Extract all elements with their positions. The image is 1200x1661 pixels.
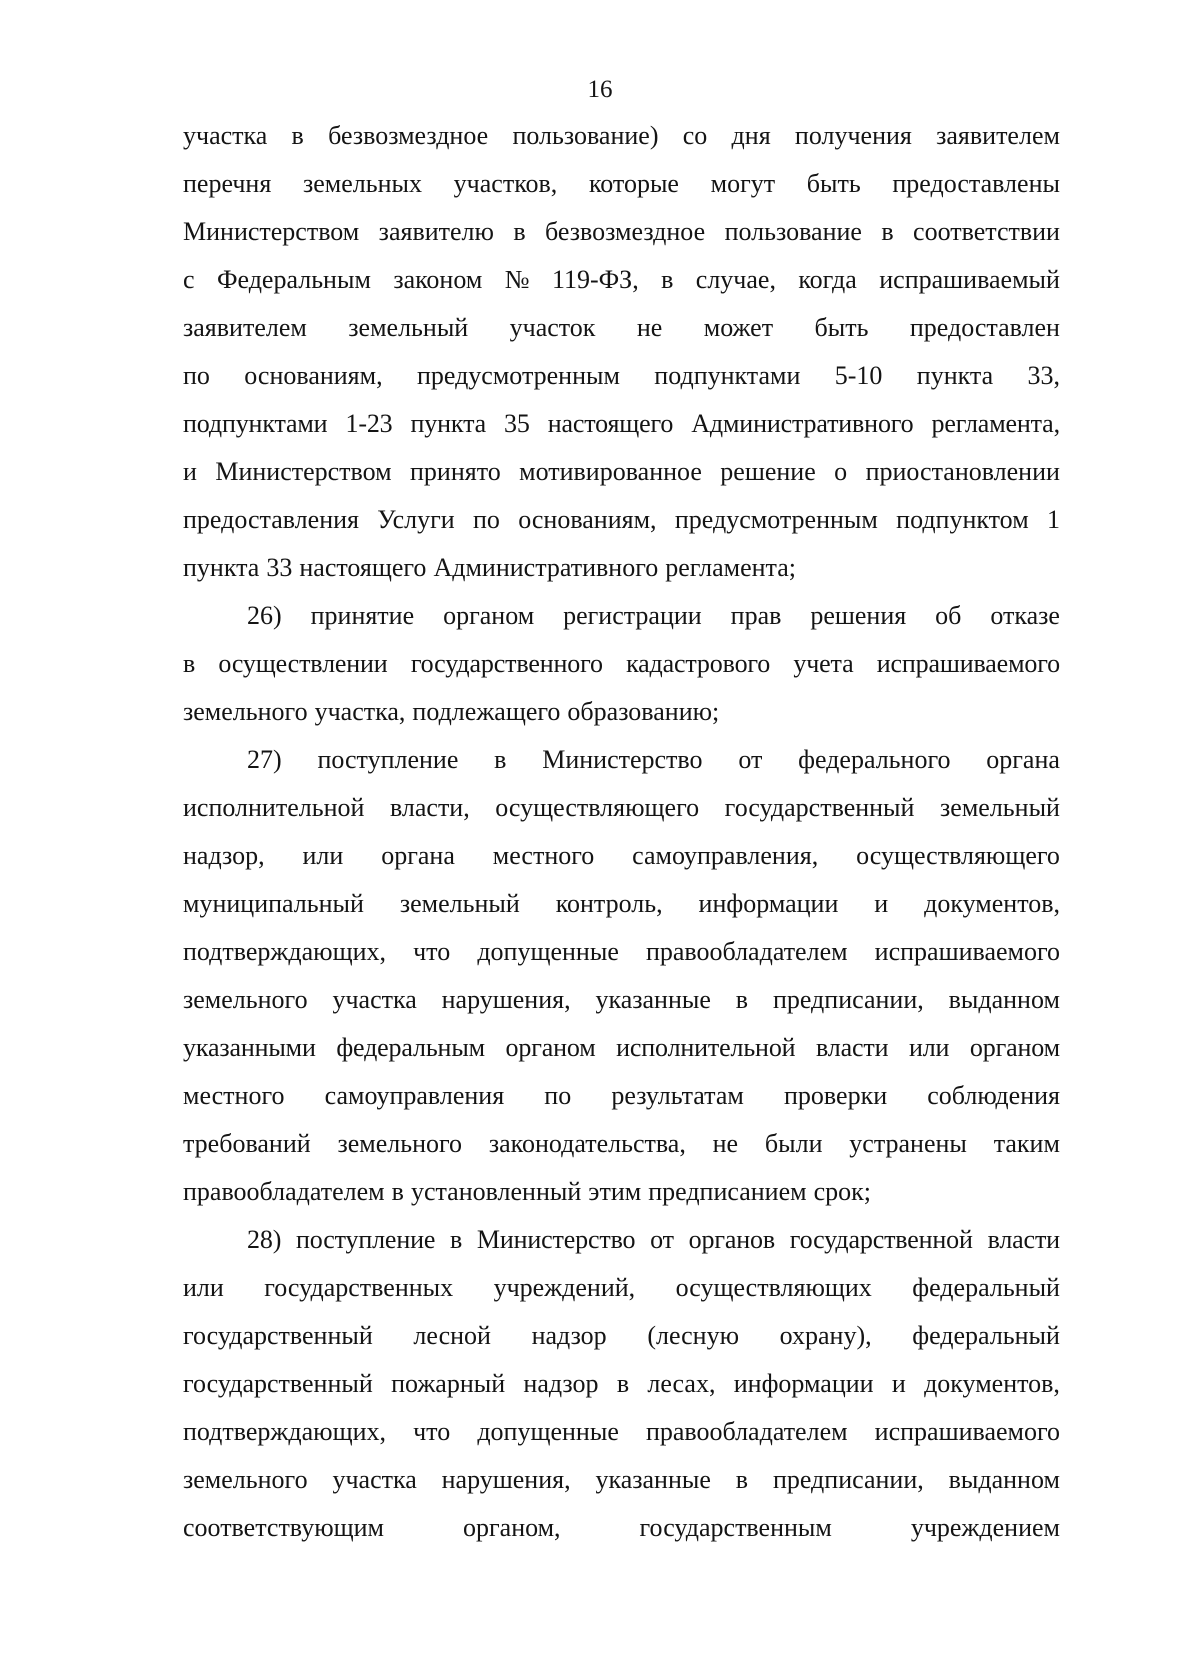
- word: 35: [504, 409, 530, 438]
- word: основаниям,: [518, 505, 657, 534]
- word: предусмотренным: [674, 505, 878, 534]
- word: участков,: [453, 169, 558, 198]
- text-line: [183, 356, 1060, 404]
- text-line: [183, 1364, 1060, 1412]
- word: что: [413, 937, 451, 966]
- word: государственный: [724, 793, 915, 822]
- word: основаниям,: [244, 361, 383, 390]
- word: земельного: [183, 697, 308, 726]
- word: приостановлении: [865, 457, 1060, 486]
- word: государственного: [410, 649, 603, 678]
- word: пункта: [183, 553, 260, 582]
- word: указанными: [183, 1033, 316, 1062]
- word: дня: [731, 121, 771, 150]
- text-line: [183, 1172, 1060, 1220]
- text-line: [183, 116, 1060, 164]
- text-line: [183, 980, 1060, 1028]
- word: нарушения,: [441, 985, 571, 1014]
- word: документов,: [924, 889, 1060, 918]
- word: поступление: [317, 745, 459, 774]
- word: и: [874, 889, 889, 918]
- page-number: 16: [587, 76, 613, 103]
- word: Министерство: [476, 1225, 636, 1254]
- word: установленный: [410, 1177, 582, 1206]
- word: осуществляющего: [856, 841, 1060, 870]
- word: устранены: [849, 1129, 967, 1158]
- word: 1: [1046, 505, 1060, 534]
- word: регламента,: [931, 409, 1060, 438]
- word: решения: [810, 601, 907, 630]
- word: учреждением: [910, 1513, 1060, 1542]
- word: земельных: [302, 169, 422, 198]
- word: настоящего: [299, 553, 427, 582]
- word: результатам: [611, 1081, 744, 1110]
- word: самоуправления: [324, 1081, 505, 1110]
- word: 119-ФЗ,: [551, 265, 639, 294]
- text-line: [183, 788, 1060, 836]
- word: законодательства,: [488, 1129, 686, 1158]
- word: пользование): [512, 121, 659, 150]
- word: государственный: [183, 1369, 373, 1398]
- word: поступление: [295, 1225, 436, 1254]
- body-text: [183, 116, 1060, 1556]
- word: подпунктами: [654, 361, 801, 390]
- word: по: [544, 1081, 572, 1110]
- word: о: [834, 457, 848, 486]
- word: проверки: [783, 1081, 888, 1110]
- word: мотивированное: [519, 457, 702, 486]
- word: в: [513, 217, 526, 246]
- word: Административного: [691, 409, 914, 438]
- word: пункта: [916, 361, 994, 390]
- word: испрашиваемый: [879, 265, 1060, 294]
- word: участка: [332, 985, 417, 1014]
- word: земельного: [337, 1129, 463, 1158]
- word: может: [703, 313, 774, 342]
- word: случае,: [695, 265, 776, 294]
- word: органом: [969, 1033, 1060, 1062]
- word: допущенные: [477, 1417, 619, 1446]
- word: настоящего: [547, 409, 674, 438]
- word: государственных: [264, 1273, 454, 1302]
- word: от: [650, 1225, 674, 1254]
- word: предоставления: [183, 505, 359, 534]
- text-line: [183, 1508, 1060, 1556]
- text-line: [183, 1124, 1060, 1172]
- word: 28): [247, 1225, 282, 1254]
- word: власти,: [389, 793, 470, 822]
- word: прав: [730, 601, 782, 630]
- word: правообладателем: [645, 937, 848, 966]
- text-line: [183, 1268, 1060, 1316]
- word: соответствующим: [183, 1513, 385, 1542]
- text-line: [183, 212, 1060, 260]
- word: контроль,: [555, 889, 663, 918]
- word: органа: [986, 745, 1060, 774]
- word: образованию;: [567, 697, 720, 726]
- word: или: [183, 1273, 224, 1302]
- word: земельный: [940, 793, 1060, 822]
- word: власти: [816, 1033, 889, 1062]
- text-line: [183, 1316, 1060, 1364]
- word: или: [302, 841, 344, 870]
- word: органов: [688, 1225, 775, 1254]
- word: подтверждающих,: [183, 937, 387, 966]
- text-line: [183, 596, 1060, 644]
- word: участок: [509, 313, 596, 342]
- word: кадастрового: [626, 649, 771, 678]
- word: по: [183, 361, 210, 390]
- word: принятие: [310, 601, 415, 630]
- word: не: [636, 313, 663, 342]
- word: регистрации: [563, 601, 702, 630]
- word: лесной: [413, 1321, 491, 1350]
- text-line: [183, 692, 1060, 740]
- word: безвозмездное: [328, 121, 489, 150]
- word: федеральным: [336, 1033, 485, 1062]
- word: не: [712, 1129, 739, 1158]
- word: подлежащего: [412, 697, 561, 726]
- word: предусмотренным: [416, 361, 620, 390]
- word: надзор: [523, 1369, 599, 1398]
- word: лесах,: [647, 1369, 716, 1398]
- word: заявителем: [183, 313, 307, 342]
- word: исполнительной: [183, 793, 365, 822]
- word: со: [682, 121, 708, 150]
- word: быть: [806, 169, 861, 198]
- word: решение: [720, 457, 816, 486]
- text-line: [183, 1028, 1060, 1076]
- word: осуществляющих: [675, 1273, 872, 1302]
- word: документов,: [924, 1369, 1060, 1398]
- text-line: [183, 404, 1060, 452]
- word: 5-10: [834, 361, 883, 390]
- word: органа: [381, 841, 455, 870]
- word: в: [881, 217, 894, 246]
- word: в: [391, 1177, 404, 1206]
- word: органом,: [462, 1513, 561, 1542]
- word: что: [413, 1417, 451, 1446]
- text-line: [183, 500, 1060, 548]
- word: выданном: [948, 985, 1060, 1014]
- word: охрану),: [779, 1321, 872, 1350]
- word: выданном: [948, 1465, 1060, 1494]
- word: когда: [798, 265, 857, 294]
- word: (лесную: [647, 1321, 740, 1350]
- text-line: [183, 1220, 1060, 1268]
- word: указанные: [595, 1465, 711, 1494]
- word: учета: [793, 649, 854, 678]
- word: 33: [266, 553, 293, 582]
- word: земельный: [399, 889, 520, 918]
- word: предоставлен: [909, 313, 1060, 342]
- word: или: [908, 1033, 950, 1062]
- word: об: [935, 601, 962, 630]
- word: 1-23: [345, 409, 393, 438]
- word: испрашиваемого: [874, 937, 1060, 966]
- word: Федеральным: [216, 265, 371, 294]
- word: надзор,: [183, 841, 265, 870]
- word: правообладателем: [183, 1177, 385, 1206]
- word: с: [183, 265, 195, 294]
- word: Министерство: [542, 745, 703, 774]
- text-line: [183, 1412, 1060, 1460]
- word: муниципальный: [183, 889, 364, 918]
- text-line: [183, 644, 1060, 692]
- word: предписанием: [648, 1177, 807, 1206]
- word: регламента;: [665, 553, 796, 582]
- text-line: [183, 260, 1060, 308]
- word: Министерством: [183, 217, 360, 246]
- word: срок;: [813, 1177, 872, 1206]
- text-line: [183, 836, 1060, 884]
- text-line: [183, 1076, 1060, 1124]
- word: осуществлении: [218, 649, 388, 678]
- word: земельного: [183, 1465, 308, 1494]
- word: участка: [332, 1465, 417, 1494]
- word: предоставлены: [892, 169, 1060, 198]
- word: пожарный: [391, 1369, 506, 1398]
- word: соответствии: [913, 217, 1060, 246]
- word: получения: [794, 121, 912, 150]
- text-line: [183, 884, 1060, 932]
- word: допущенные: [477, 937, 619, 966]
- word: предписании,: [772, 985, 924, 1014]
- word: учреждений,: [493, 1273, 636, 1302]
- word: заявителем: [936, 121, 1060, 150]
- word: Услуги: [377, 505, 455, 534]
- word: нарушения,: [441, 1465, 571, 1494]
- word: власти: [987, 1225, 1060, 1254]
- word: по: [473, 505, 500, 534]
- word: и: [183, 457, 197, 486]
- word: Административного: [433, 553, 659, 582]
- word: таким: [993, 1129, 1060, 1158]
- word: местного: [492, 841, 595, 870]
- word: и: [891, 1369, 906, 1398]
- word: которые: [588, 169, 679, 198]
- word: предписании,: [772, 1465, 924, 1494]
- word: органом: [443, 601, 535, 630]
- word: перечня: [183, 169, 272, 198]
- word: законом: [393, 265, 483, 294]
- word: в: [291, 121, 304, 150]
- word: пользование: [724, 217, 862, 246]
- word: в: [450, 1225, 463, 1254]
- word: безвозмездное: [545, 217, 706, 246]
- word: государственным: [639, 1513, 832, 1542]
- word: государственный: [183, 1321, 373, 1350]
- word: №: [504, 265, 530, 294]
- word: подпунктом: [896, 505, 1029, 534]
- word: быть: [814, 313, 869, 342]
- text-line: [183, 548, 1060, 596]
- word: федерального: [798, 745, 951, 774]
- word: 33,: [1027, 361, 1060, 390]
- word: были: [764, 1129, 823, 1158]
- word: надзор: [531, 1321, 607, 1350]
- word: указанные: [595, 985, 711, 1014]
- text-line: [183, 308, 1060, 356]
- word: федеральный: [912, 1273, 1060, 1302]
- text-line: [183, 740, 1060, 788]
- word: в: [183, 649, 196, 678]
- word: в: [735, 985, 749, 1014]
- word: испрашиваемого: [876, 649, 1060, 678]
- word: испрашиваемого: [874, 1417, 1060, 1446]
- word: подтверждающих,: [183, 1417, 387, 1446]
- word: в: [494, 745, 507, 774]
- word: заявителю: [378, 217, 494, 246]
- word: осуществляющего: [495, 793, 700, 822]
- word: принято: [410, 457, 501, 486]
- word: 27): [247, 745, 282, 774]
- word: государственной: [789, 1225, 973, 1254]
- text-line: [183, 1460, 1060, 1508]
- word: исполнительной: [616, 1033, 796, 1062]
- word: информации: [698, 889, 839, 918]
- word: участка,: [314, 697, 406, 726]
- word: могут: [710, 169, 776, 198]
- text-line: [183, 932, 1060, 980]
- text-line: [183, 452, 1060, 500]
- word: отказе: [990, 601, 1060, 630]
- word: от: [738, 745, 763, 774]
- word: соблюдения: [927, 1081, 1060, 1110]
- word: информации: [733, 1369, 874, 1398]
- word: самоуправления,: [632, 841, 819, 870]
- word: земельный: [348, 313, 469, 342]
- word: требований: [183, 1129, 311, 1158]
- word: участка: [183, 121, 268, 150]
- word: федеральный: [912, 1321, 1060, 1350]
- word: Министерством: [215, 457, 392, 486]
- word: местного: [183, 1081, 285, 1110]
- text-line: [183, 164, 1060, 212]
- word: этим: [588, 1177, 642, 1206]
- word: подпунктами: [183, 409, 328, 438]
- word: органом: [505, 1033, 596, 1062]
- word: в: [735, 1465, 749, 1494]
- word: в: [661, 265, 674, 294]
- word: пункта: [410, 409, 486, 438]
- word: правообладателем: [645, 1417, 848, 1446]
- word: в: [616, 1369, 630, 1398]
- word: земельного: [183, 985, 308, 1014]
- word: 26): [247, 601, 282, 630]
